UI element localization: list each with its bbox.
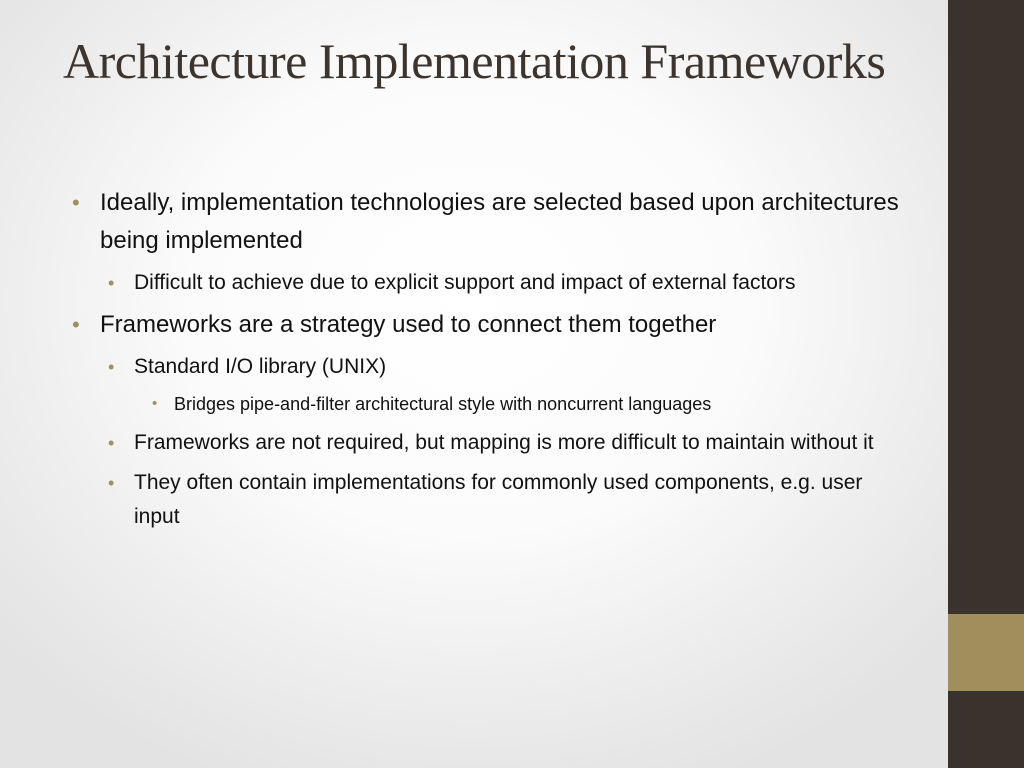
bullet-item-level-1 bbox=[70, 306, 900, 344]
bullet-text: Ideally, implementation technologies are selected based upon architectures being implemented bbox=[100, 189, 899, 254]
bullet-text: Standard I/O library (UNIX) bbox=[134, 355, 387, 378]
bullet-text: Frameworks are a strategy used to connect them together bbox=[100, 311, 717, 338]
bullet-marker-icon: • bbox=[152, 395, 158, 412]
bullet-list bbox=[70, 184, 900, 540]
bullet-marker-icon: • bbox=[108, 433, 115, 453]
bullet-item-level-2 bbox=[70, 426, 900, 460]
slide-title: Architecture Implementation Frameworks bbox=[63, 33, 886, 89]
bullet-marker-icon: • bbox=[108, 473, 115, 493]
bullet-text: Bridges pipe-and-filter architectural style with noncurrent languages bbox=[174, 394, 712, 414]
bullet-item-level-2 bbox=[70, 350, 900, 384]
bullet-text: Difficult to achieve due to explicit support and impact of external factors bbox=[134, 271, 796, 294]
bullet-item-level-3 bbox=[70, 390, 900, 418]
bullet-marker-icon: • bbox=[108, 357, 115, 377]
bullet-marker-icon: • bbox=[72, 312, 80, 337]
bullet-text: Frameworks are not required, but mapping is more difficult to maintain without it bbox=[134, 431, 874, 454]
bullet-item-level-2 bbox=[70, 466, 900, 534]
bullet-marker-icon: • bbox=[72, 190, 80, 215]
sidebar-accent-block bbox=[948, 614, 1024, 691]
bullet-item-level-2 bbox=[70, 266, 900, 300]
bullet-text: They often contain implementations for commonly used components, e.g. user input bbox=[134, 471, 863, 528]
bullet-marker-icon: • bbox=[108, 273, 115, 293]
bullet-item-level-1 bbox=[70, 184, 900, 260]
